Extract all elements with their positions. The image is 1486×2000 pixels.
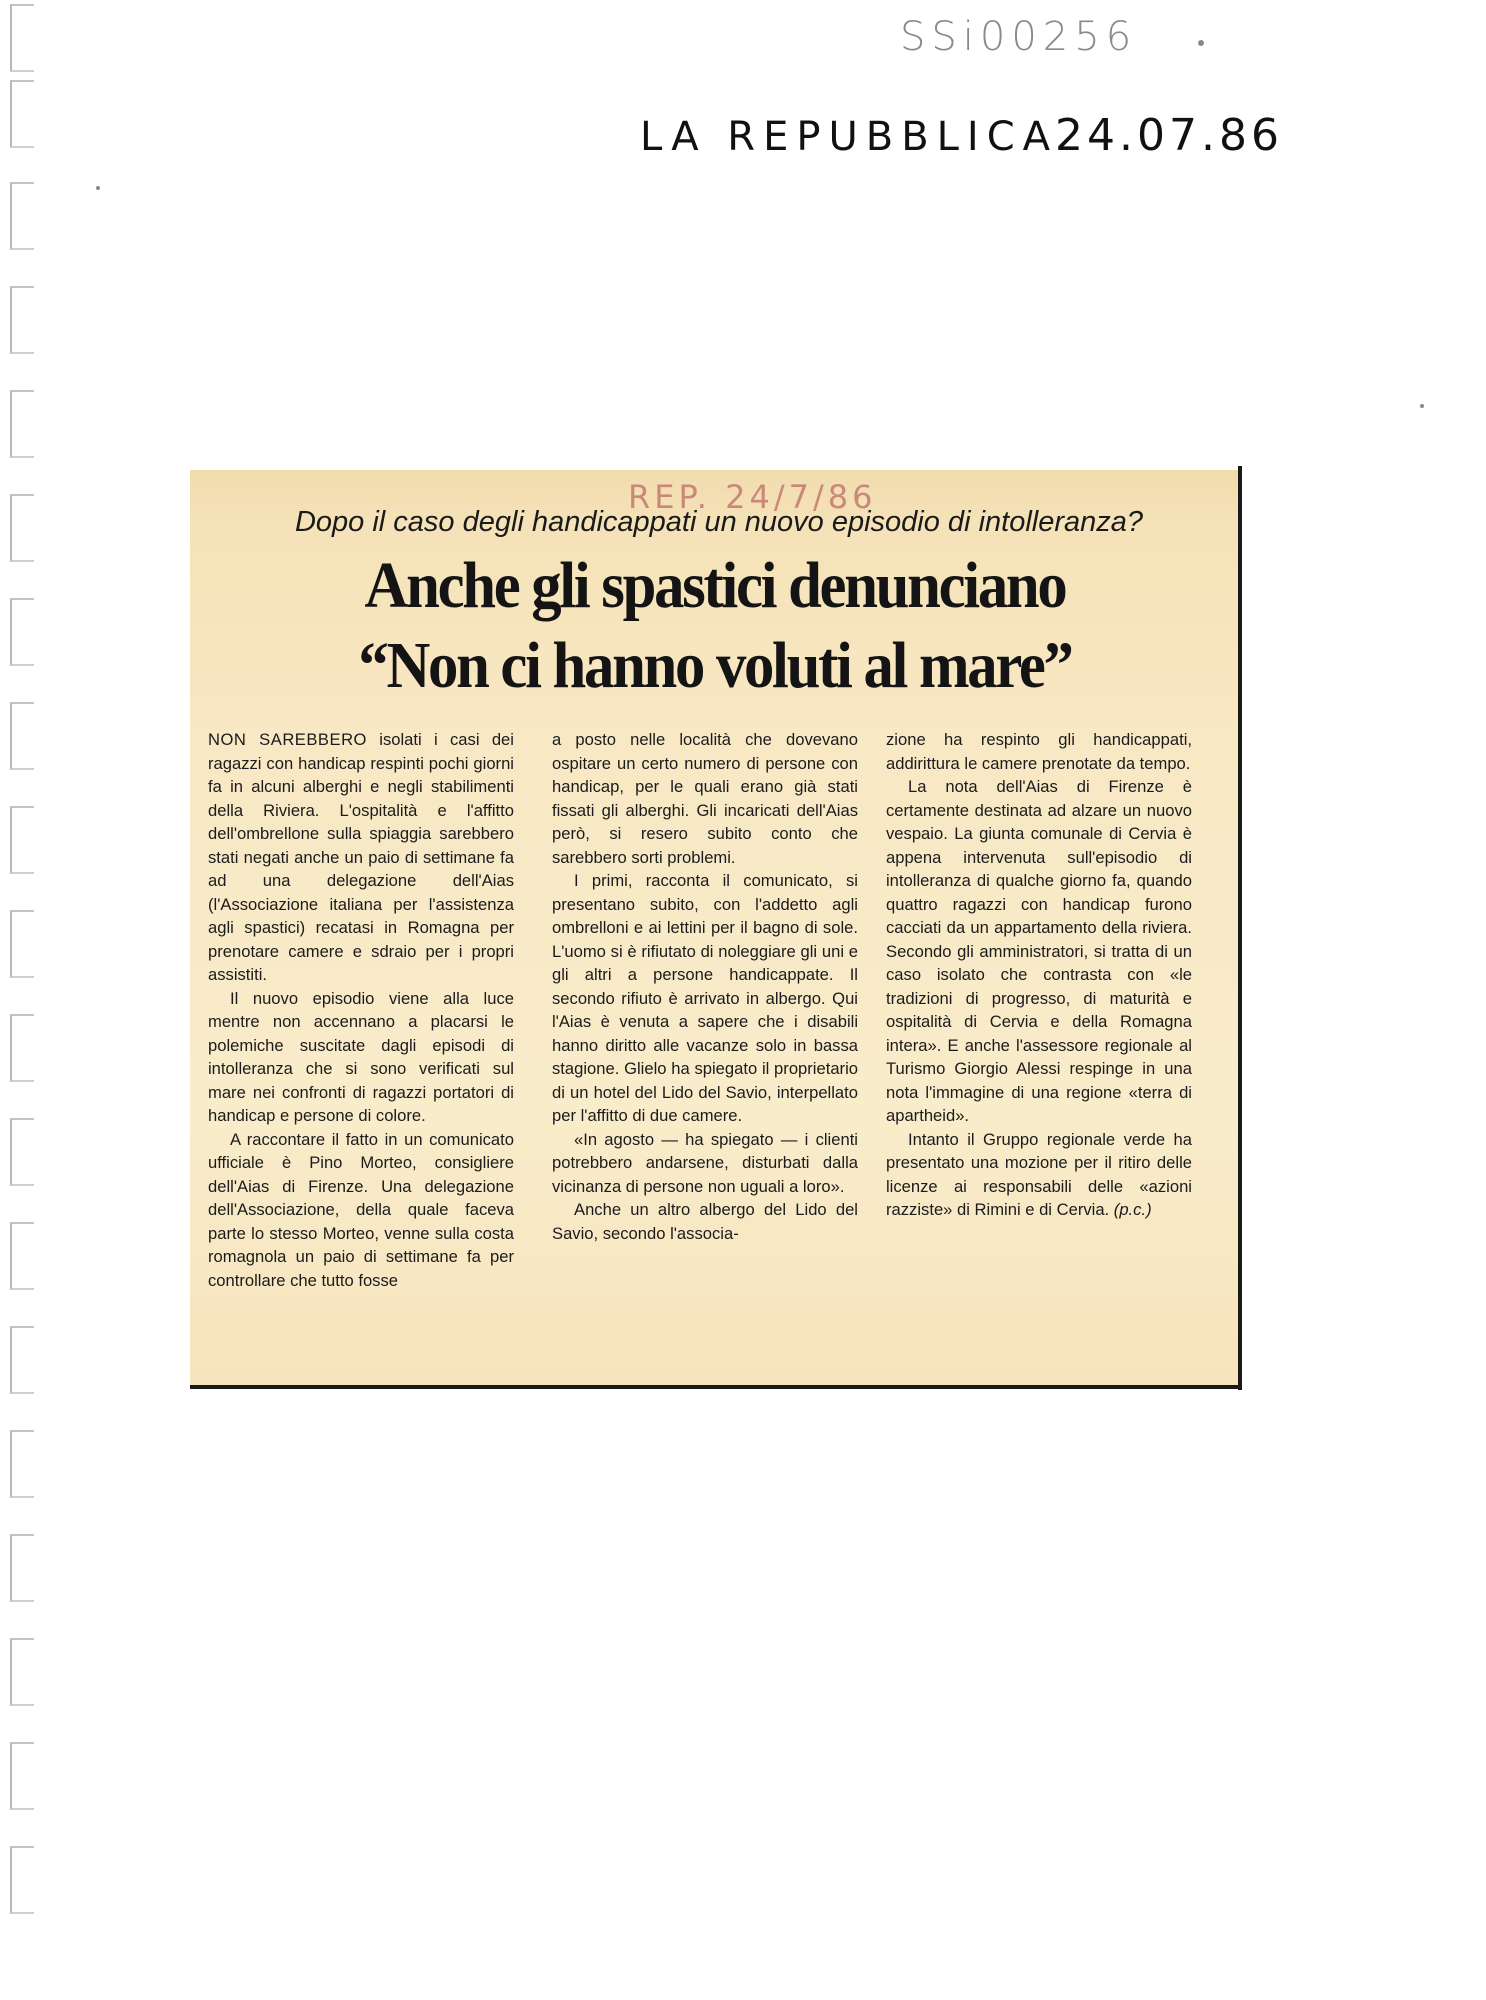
- paragraph-text: Intanto il Gruppo regionale verde ha presentato una mozione per il ritiro delle licenze ai responsabili delle «azioni razziste» di Rimini e di Cervia.: [886, 1129, 1192, 1219]
- article-paragraph: a posto nelle località che dovevano ospitare un certo numero di persone con handicap, per le quali erano già stati fissati gli alberghi. Gli incaricati dell'Aias però, si resero subito conto che sarebbero sorti problemi.: [552, 730, 858, 867]
- clipping-edge: [190, 1385, 1242, 1389]
- article-paragraph: Anche un altro albergo del Lido del Savio, secondo l'associa-: [552, 1200, 858, 1243]
- article-column-1: [208, 728, 514, 1292]
- article-paragraph: [886, 1128, 1192, 1222]
- archive-code: SSi00256: [900, 14, 1138, 60]
- binder-mark: [10, 286, 34, 354]
- binder-mark: [10, 1846, 34, 1914]
- binder-hole-marks: [6, 0, 36, 2000]
- article-byline: (p.c.): [1113, 1200, 1152, 1219]
- source-date: 24.07.86: [1055, 110, 1283, 161]
- binder-mark: [10, 4, 34, 72]
- paragraph-text: isolati i casi dei ragazzi con handicap respinti pochi giorni fa in alcuni alberghi e negli stabilimenti della Riviera. L'ospitalità e l'affitto dell'ombrellone sulla spiaggia sarebbero stati negati anche un paio di settimane fa ad una delegazione dell'Aias (l'Associazione italiana per l'assistenza agli spastici) recatasi in Romagna per prenotare camere e sdraio per i propri assistiti.: [208, 730, 514, 984]
- binder-mark: [10, 910, 34, 978]
- binder-mark: [10, 598, 34, 666]
- article-paragraph: [208, 728, 514, 987]
- binder-mark: [10, 1430, 34, 1498]
- clip-date-note: REP. 24/7/86: [628, 478, 877, 516]
- article-column-3: [886, 728, 1192, 1222]
- article-paragraph: Il nuovo episodio viene alla luce mentre non accennano a placarsi le polemiche suscitate dagli episodi di intolleranza che si sono verificati sul mare nei confronti di ragazzi portatori di handicap e persone di colore.: [208, 988, 514, 1125]
- binder-mark: [10, 1638, 34, 1706]
- article-headline-line-2: “Non ci hanno voluti al mare”: [358, 629, 1072, 702]
- stray-dot: [1198, 40, 1204, 46]
- article-headline-line-1: Anche gli spastici denunciano: [364, 549, 1066, 622]
- article-paragraph: I primi, racconta il comunicato, si presentano subito, con l'addetto agli ombrelloni e ai lettini per il bagno di sole. L'uomo si è rifiutato di noleggiare gli uni e gli altri a persone handicappate. Il secondo rifiuto è arrivato in albergo. Qui l'Aias è venuta a sapere che i disabili hanno diritto alle vacanze solo in bassa stagione. Glielo ha spiegato il proprietario di un hotel del Lido del Savio, interpellato per l'affitto di due camere.: [552, 871, 858, 1125]
- article-paragraph: zione ha respinto gli handicappati, addirittura le camere prenotate da tempo.: [886, 730, 1192, 773]
- binder-mark: [10, 1326, 34, 1394]
- binder-mark: [10, 702, 34, 770]
- binder-mark: [10, 182, 34, 250]
- binder-mark: [10, 1222, 34, 1290]
- stray-dot: [1420, 404, 1424, 408]
- article-kicker: Dopo il caso degli handicappati un nuovo episodio di intolleranza?: [294, 506, 1144, 538]
- binder-mark: [10, 1118, 34, 1186]
- article-column-2: [552, 728, 858, 1245]
- binder-mark: [10, 390, 34, 458]
- binder-mark: [10, 1742, 34, 1810]
- lead-caps: NON SAREBBERO: [208, 730, 367, 749]
- article-paragraph: «In agosto — ha spiegato — i clienti potrebbero andarsene, disturbati dalla vicinanza di persone non uguali a loro».: [552, 1129, 858, 1196]
- stray-dot: [96, 186, 100, 190]
- article-body: [208, 728, 1220, 1368]
- binder-mark: [10, 494, 34, 562]
- clipping-edge: [1238, 466, 1242, 1390]
- article-paragraph: La nota dell'Aias di Firenze è certamente destinata ad alzare un nuovo vespaio. La giunta comunale di Cervia è appena intervenuta sull'episodio di intolleranza di qualche giorno fa, quando quattro ragazzi con handicap furono cacciati da un appartamento della riviera. Secondo gli amministratori, si tratta di un caso isolato che contrasta con «le tradizioni di progresso, di maturità e ospitalità di Cervia e della Romagna intera». E anche l'assessore regionale al Turismo Giorgio Alessi respinge in una nota l'immagine di una regione «terra di apartheid».: [886, 777, 1192, 1125]
- source-name: LA REPUBBLICA: [640, 114, 1059, 160]
- binder-mark: [10, 1014, 34, 1082]
- binder-mark: [10, 1534, 34, 1602]
- article-paragraph: A raccontare il fatto in un comunicato ufficiale è Pino Morteo, consigliere dell'Aias di Firenze. Una delegazione dell'Associazione, della quale faceva parte lo stesso Morteo, venne sulla costa romagnola un paio di settimane fa per controllare che tutto fosse: [208, 1129, 514, 1290]
- binder-mark: [10, 806, 34, 874]
- binder-mark: [10, 80, 34, 148]
